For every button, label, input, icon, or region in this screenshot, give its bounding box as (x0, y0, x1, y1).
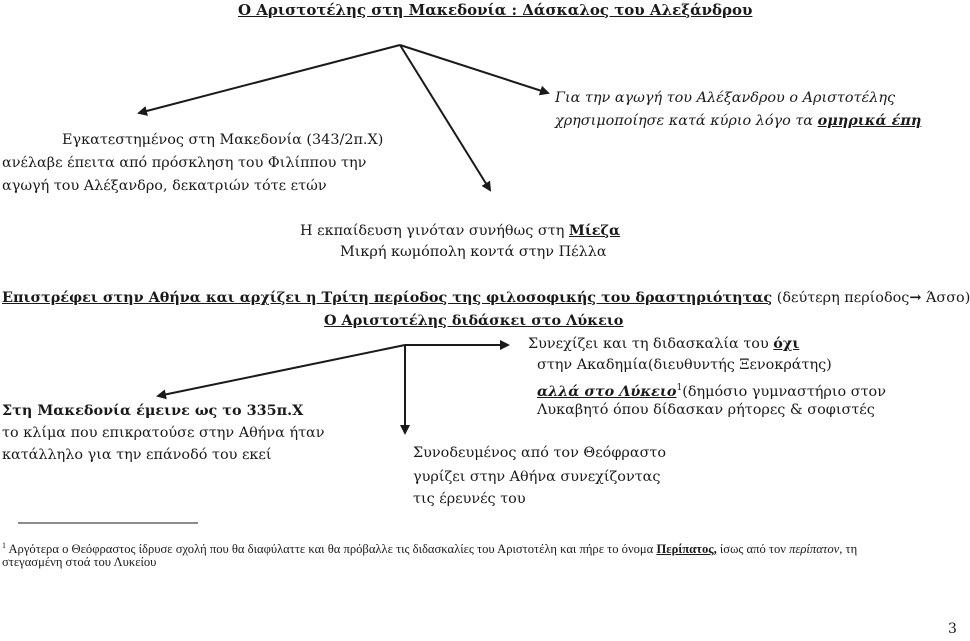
mieza-emphasis: Μίεζα (568, 222, 621, 239)
third-period-rest: (δεύτερη περίοδος (772, 290, 910, 306)
left-block-line-1: Εγκατεστημένος στη Μακεδονία (343/2π.Χ) (62, 132, 384, 148)
peripatos-emphasis: Περίπατος, (656, 542, 717, 557)
not-emphasis: όχι (773, 335, 800, 352)
right-block-line-2-text: χρησιμοποίησε κατά κύριο λόγο τα (555, 113, 818, 129)
arrow-glyph: → (909, 289, 922, 306)
macedonia-line-1: Στη Μακεδονία έμεινε ως το 335π.Χ (2, 402, 304, 419)
arrow-to-left-block (139, 45, 400, 113)
lyceum-line-1-text: Συνεχίζει και τη διδασκαλία του (528, 336, 774, 352)
center-block-line-1 (300, 220, 620, 243)
peripaton-italic: περίπατον (789, 542, 840, 557)
footnote-text-3: , τη (839, 542, 858, 557)
center-block-line-1-text: Η εκπαίδευση γινόταν συνήθως στη (300, 223, 569, 239)
arrow-to-center-block (400, 45, 490, 190)
page-number: 3 (948, 621, 957, 637)
footnote-marker: 1 (2, 541, 6, 550)
center-block-line-2: Μικρή κωμόπολη κοντά στην Πέλλα (340, 244, 607, 260)
left-block-line-2: ανέλαβε έπειτα από πρόσκληση του Φιλίππου την (2, 155, 367, 171)
lyceum-line-1 (528, 333, 799, 356)
macedonia-line-2: το κλίμα που επικρατούσε στην Αθήνα ήταν (2, 425, 325, 441)
footnote-ref: 1 (676, 383, 683, 393)
lyceum-line-2: στην Ακαδημία(διευθυντής Ξενοκράτης) (537, 357, 832, 373)
third-period-line-1 (2, 287, 970, 310)
footnote-text-1: Αργότερα ο Θεόφραστος ίδρυσε σχολή που θα διαφύλαττε και θα πρόβαλλε τις διδασκαλίες του Αριστοτέλη και πήρε το όνομα (6, 542, 657, 557)
third-period-end: Άσσο) (921, 290, 970, 306)
footnote-text-2: ίσως από τον (716, 542, 790, 557)
lyceum-line-3-rest: (δημόσιο γυμναστήριο στον (682, 383, 886, 400)
lyceum-emphasis: αλλά στο Λύκειο (537, 382, 677, 400)
page-title: Ο Αριστοτέλης στη Μακεδονία : Δάσκαλος του Αλεξάνδρου (238, 1, 753, 19)
arrow-to-macedonia-block (158, 345, 405, 396)
third-period-emphasis: Επιστρέφει στην Αθήνα και αρχίζει η Τρίτη περίοδος της φιλοσοφικής του δραστηριότητας (2, 289, 773, 306)
arrow-to-right-block (400, 45, 548, 93)
left-block-line-3: αγωγή του Αλέξανδρο, δεκατριών τότε ετών (2, 178, 327, 194)
theophrastus-line-3: τις έρευνές του (413, 491, 526, 507)
footnote-line-2: στεγασμένη στοά του Λυκείου (2, 555, 157, 569)
right-block-line-1: Για την αγωγή του Αλέξανδρου ο Αριστοτέλης (555, 90, 896, 106)
macedonia-line-3: κατάλληλο για την επάνοδό του εκεί (2, 447, 272, 463)
theophrastus-line-2: γυρίζει στην Αθήνα συνεχίζοντας (413, 469, 661, 485)
theophrastus-line-1: Συνοδευμένος από τον Θεόφραστο (413, 445, 667, 461)
lyceum-line-4: Λυκαβητό όπου δίδασκαν ρήτορες & σοφιστές (537, 402, 875, 418)
homeric-epics-emphasis: ομηρικά έπη (817, 112, 922, 129)
right-block-line-2 (555, 110, 921, 133)
third-period-line-2: Ο Αριστοτέλης διδάσκει στο Λύκειο (324, 312, 624, 329)
